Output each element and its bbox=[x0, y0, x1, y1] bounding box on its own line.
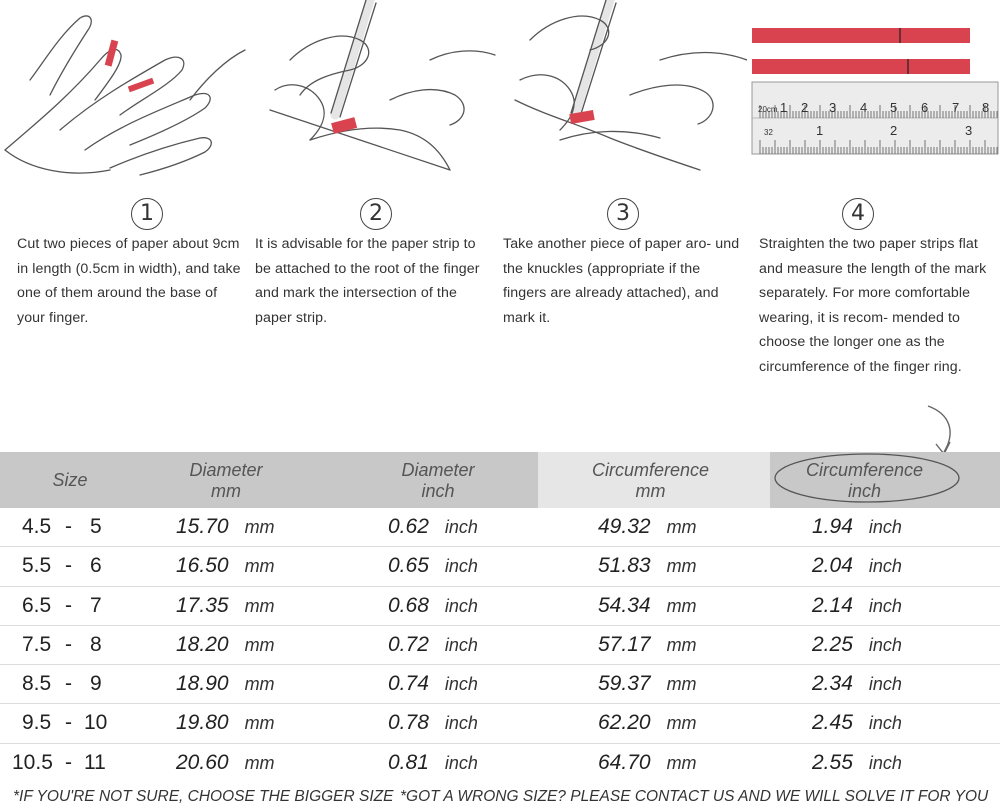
knuckle-measure-icon bbox=[500, 0, 747, 183]
circumference-inch: 2.55 inch bbox=[812, 750, 902, 774]
hand-marking-strip-icon bbox=[250, 0, 498, 183]
circumference-mm: 57.17 mm bbox=[598, 632, 697, 656]
svg-text:3: 3 bbox=[829, 100, 837, 115]
ruler-measurement-icon bbox=[750, 0, 1000, 183]
header-circumference-inch: Circumference inch bbox=[805, 460, 924, 501]
footer-note-right: *GOT A WRONG SIZE? PLEASE CONTACT US AND WE WILL SOLVE IT FOR YOU bbox=[400, 788, 989, 805]
size-dash: - bbox=[65, 515, 72, 538]
svg-text:6: 6 bbox=[921, 100, 929, 115]
table-row bbox=[0, 586, 1000, 625]
circumference-mm: 59.37 mm bbox=[598, 672, 697, 696]
svg-text:32: 32 bbox=[764, 128, 773, 137]
size-dash: - bbox=[65, 711, 72, 735]
diameter-inch: 0.81 inch bbox=[388, 750, 478, 774]
diameter-mm: 15.70 mm bbox=[176, 515, 275, 538]
table-row bbox=[0, 743, 1000, 782]
size-from: 9.5 bbox=[22, 711, 52, 735]
diameter-inch: 0.78 inch bbox=[388, 711, 478, 735]
diameter-mm: 16.50 mm bbox=[176, 554, 275, 578]
svg-text:3: 3 bbox=[965, 123, 973, 138]
svg-text:5: 5 bbox=[890, 100, 898, 115]
table-row bbox=[0, 508, 1000, 546]
size-to: 8 bbox=[90, 632, 102, 656]
size-to: 11 bbox=[84, 750, 106, 774]
step-text: Cut two pieces of paper about 9cm in length (0.5cm in width), and take one of them around the base of your finger. bbox=[17, 236, 241, 326]
step-text: Take another piece of paper aro- und the knuckles (appropriate if the fingers are already attached), and mark it. bbox=[503, 236, 740, 326]
svg-text:7: 7 bbox=[952, 100, 960, 115]
size-to: 5 bbox=[90, 515, 102, 538]
size-to: 7 bbox=[90, 593, 102, 617]
step-number: 1 bbox=[131, 198, 163, 230]
step-text: It is advisable for the paper strip to be attached to the root of the finger and mark the intersection of the paper strip. bbox=[255, 236, 480, 326]
svg-text:2: 2 bbox=[890, 123, 898, 138]
size-from: 5.5 bbox=[22, 554, 52, 578]
diameter-inch: 0.74 inch bbox=[388, 672, 478, 696]
size-from: 8.5 bbox=[22, 672, 52, 696]
illustration-step-4 bbox=[750, 0, 1000, 183]
size-dash: - bbox=[65, 672, 72, 696]
step-text: Straighten the two paper strips flat and measure the length of the mark separately. For more comfortable wearing, it is recom- mended to choose the longer one as the circumference of the finger ring. bbox=[759, 236, 987, 375]
hand-with-paper-strip-icon bbox=[0, 0, 247, 183]
size-from: 4.5 bbox=[22, 515, 52, 538]
size-dash: - bbox=[65, 632, 72, 656]
header-circumference-mm: Circumference mm bbox=[591, 460, 710, 501]
diameter-mm: 18.20 mm bbox=[176, 632, 275, 656]
svg-text:2: 2 bbox=[801, 100, 809, 115]
paper-strip-2 bbox=[752, 59, 970, 74]
ruler-top-label: 20cm bbox=[758, 105, 778, 114]
svg-text:8: 8 bbox=[982, 100, 990, 115]
footer-note-left: *IF YOU'RE NOT SURE, CHOOSE THE BIGGER SIZE bbox=[13, 788, 394, 805]
circumference-mm: 51.83 mm bbox=[598, 554, 697, 578]
diameter-inch: 0.65 inch bbox=[388, 554, 478, 578]
step-number: 4 bbox=[842, 198, 874, 230]
header-size: Size bbox=[52, 470, 88, 490]
circumference-mm: 54.34 mm bbox=[598, 593, 697, 617]
size-to: 9 bbox=[90, 672, 102, 696]
circumference-inch: 2.34 inch bbox=[812, 672, 902, 696]
table-row bbox=[0, 703, 1000, 742]
table-row bbox=[0, 625, 1000, 664]
circumference-mm: 64.70 mm bbox=[598, 750, 697, 774]
circumference-inch: 2.25 inch bbox=[812, 632, 902, 656]
svg-text:1: 1 bbox=[816, 123, 824, 138]
size-dash: - bbox=[65, 554, 72, 578]
diameter-mm: 18.90 mm bbox=[176, 672, 275, 696]
circumference-inch: 2.14 inch bbox=[812, 593, 902, 617]
header-diameter-inch: Diameter inch bbox=[401, 460, 475, 501]
header-diameter-mm: Diameter mm bbox=[189, 460, 263, 501]
step-number: 3 bbox=[607, 198, 639, 230]
paper-strip-1 bbox=[752, 28, 970, 43]
circumference-mm: 62.20 mm bbox=[598, 711, 697, 735]
size-dash: - bbox=[65, 593, 72, 617]
illustration-step-2 bbox=[250, 0, 498, 183]
table-row bbox=[0, 546, 1000, 585]
svg-text:4: 4 bbox=[860, 100, 868, 115]
table-row bbox=[0, 664, 1000, 703]
circumference-mm: 49.32 mm bbox=[598, 515, 697, 538]
diameter-mm: 19.80 mm bbox=[176, 711, 275, 735]
illustration-step-1 bbox=[0, 0, 247, 183]
size-to: 6 bbox=[90, 554, 102, 578]
size-to: 10 bbox=[84, 711, 108, 735]
circumference-inch: 2.45 inch bbox=[812, 711, 902, 735]
diameter-inch: 0.62 inch bbox=[388, 515, 478, 538]
diameter-mm: 17.35 mm bbox=[176, 593, 275, 617]
illustration-step-3 bbox=[500, 0, 747, 183]
circumference-inch: 1.94 inch bbox=[812, 515, 902, 538]
circumference-inch: 2.04 inch bbox=[812, 554, 902, 578]
highlight-circle-icon bbox=[772, 451, 962, 505]
diameter-inch: 0.68 inch bbox=[388, 593, 478, 617]
step-number: 2 bbox=[360, 198, 392, 230]
size-from: 10.5 bbox=[12, 750, 53, 774]
diameter-inch: 0.72 inch bbox=[388, 632, 478, 656]
table-body bbox=[0, 508, 1000, 782]
size-from: 6.5 bbox=[22, 593, 52, 617]
size-from: 7.5 bbox=[22, 632, 52, 656]
diameter-mm: 20.60 mm bbox=[176, 750, 275, 774]
size-dash: - bbox=[65, 750, 72, 774]
svg-text:1: 1 bbox=[780, 100, 788, 115]
